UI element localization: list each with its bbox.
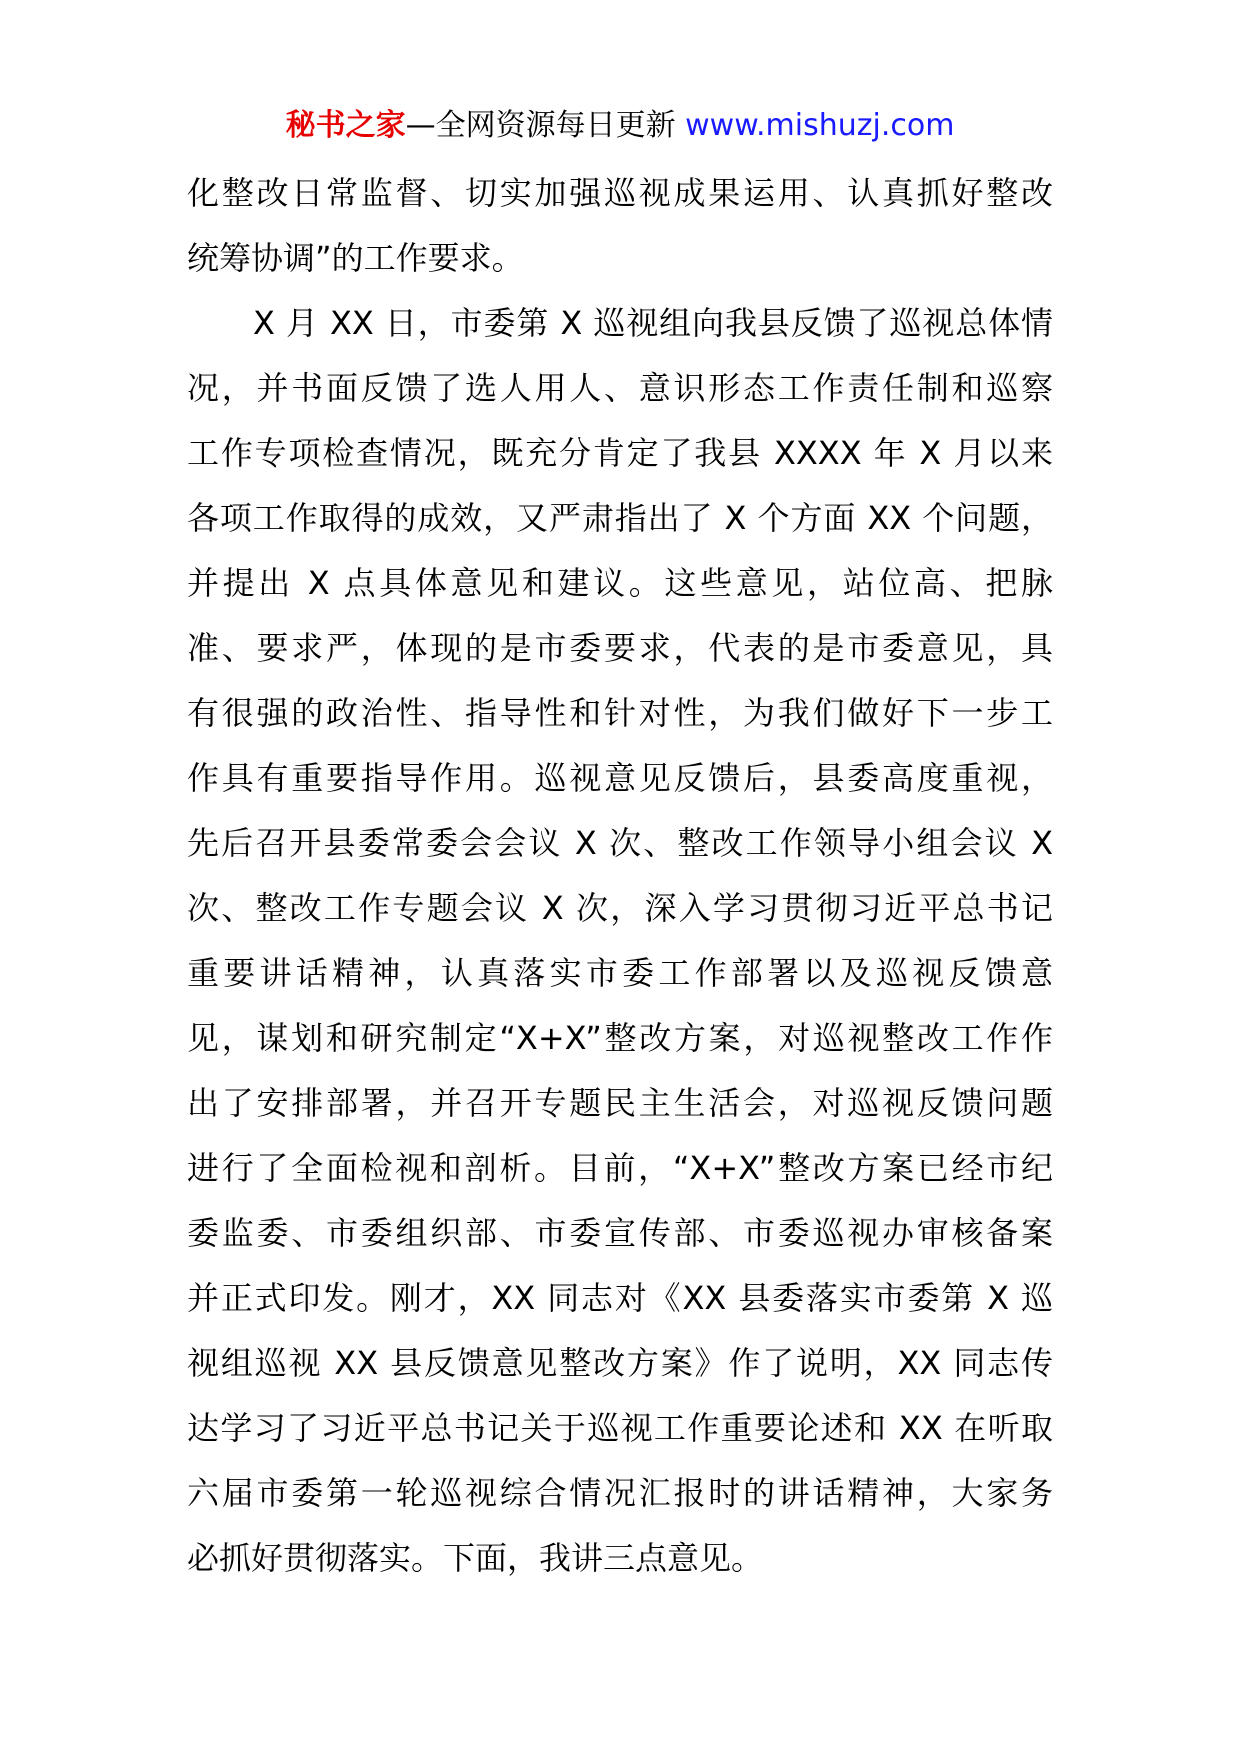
text-line: 并正式印发。刚才，XX 同志对《XX 县委落实市委第 X 巡 — [187, 1279, 1053, 1317]
text-line: 况，并书面反馈了选人用人、意识形态工作责任制和巡察 — [187, 369, 1053, 407]
text-line: 工作专项检查情况，既充分肯定了我县 XXXX 年 X 月以来 — [187, 434, 1053, 472]
text-line: 重要讲话精神，认真落实市委工作部署以及巡视反馈意 — [187, 954, 1053, 992]
text-line: 必抓好贯彻落实。下面，我讲三点意见。 — [187, 1539, 764, 1577]
brand-name: 秘书之家 — [285, 108, 406, 143]
text-line: 出了安排部署，并召开专题民主生活会，对巡视反馈问题 — [187, 1084, 1053, 1122]
paragraph-2 — [187, 291, 1053, 1591]
site-url-link[interactable]: www.mishuzj.com — [685, 108, 955, 143]
text-line: 次、整改工作专题会议 X 次，深入学习贯彻习近平总书记 — [187, 889, 1053, 927]
text-line: 委监委、市委组织部、市委宣传部、市委巡视办审核备案 — [187, 1214, 1053, 1252]
text-line: 视组巡视 XX 县反馈意见整改方案》作了说明，XX 同志传 — [187, 1344, 1053, 1382]
text-line: 各项工作取得的成效，又严肃指出了 X 个方面 XX 个问题， — [187, 499, 1053, 537]
text-line: 见，谋划和研究制定“X+X”整改方案，对巡视整改工作作 — [187, 1019, 1053, 1057]
text-line: 先后召开县委常委会会议 X 次、整改工作领导小组会议 X — [187, 824, 1053, 862]
text-line: 并提出 X 点具体意见和建议。这些意见，站位高、把脉 — [187, 564, 1053, 602]
text-line: X 月 XX 日，市委第 X 巡视组向我县反馈了巡视总体情 — [253, 304, 1053, 342]
text-line: 六届市委第一轮巡视综合情况汇报时的讲话精神，大家务 — [187, 1474, 1053, 1512]
text-line: 进行了全面检视和剖析。目前，“X+X”整改方案已经市纪 — [187, 1149, 1053, 1187]
text-line: 统筹协调”的工作要求。 — [187, 239, 524, 277]
text-line: 有很强的政治性、指导性和针对性，为我们做好下一步工 — [187, 694, 1053, 732]
document-body — [187, 161, 1053, 1591]
text-line: 作具有重要指导作用。巡视意见反馈后，县委高度重视， — [187, 759, 1053, 797]
page-header — [0, 98, 1240, 154]
text-line: 准、要求严，体现的是市委要求，代表的是市委意见，具 — [187, 629, 1053, 667]
text-line: 化整改日常监督、切实加强巡视成果运用、认真抓好整改 — [187, 174, 1053, 212]
header-tagline: —全网资源每日更新 — [405, 108, 676, 143]
paragraph-1 — [187, 161, 1053, 291]
text-line: 达学习了习近平总书记关于巡视工作重要论述和 XX 在听取 — [187, 1409, 1053, 1447]
